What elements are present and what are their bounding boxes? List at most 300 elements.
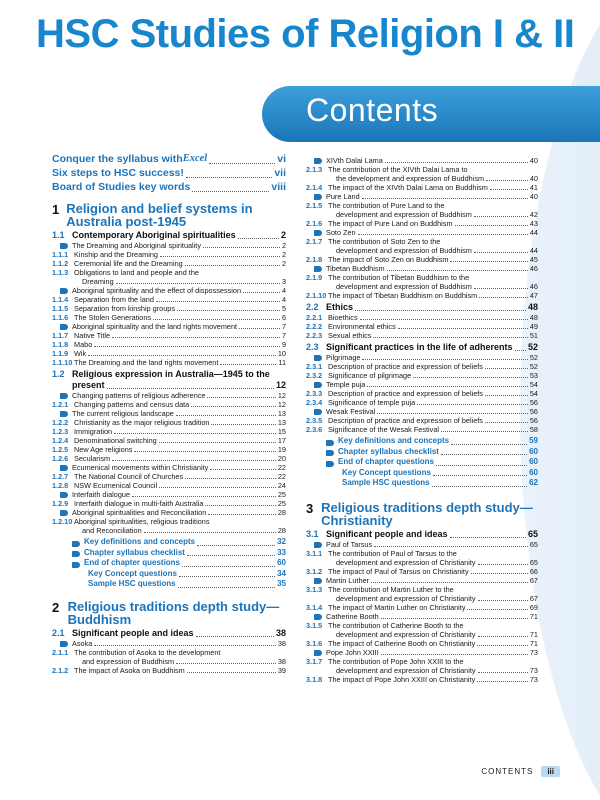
arrow-bullet-icon bbox=[314, 578, 322, 584]
entry-title: Description of practice and expression of beliefs bbox=[328, 362, 483, 371]
toc-subsection-entry[interactable] bbox=[52, 436, 286, 445]
arrow-bullet-icon bbox=[314, 382, 322, 388]
entry-title: Immigration bbox=[74, 427, 113, 436]
entry-title: The impact of Tibetan Buddhism on Buddhism bbox=[328, 291, 478, 300]
dot-leader bbox=[358, 234, 528, 235]
toc-entry-continuation bbox=[306, 174, 538, 183]
chapter-extra-link[interactable] bbox=[306, 457, 538, 468]
dot-leader bbox=[176, 415, 276, 416]
toc-subsection-entry[interactable] bbox=[52, 313, 286, 322]
dot-leader bbox=[205, 505, 275, 506]
entry-title: Aboriginal spiritualities, religious traditions bbox=[74, 517, 210, 526]
entry-title: Key definitions and concepts bbox=[84, 537, 196, 546]
dot-leader bbox=[478, 672, 528, 673]
dot-leader bbox=[413, 377, 528, 378]
toc-subsection-entry[interactable] bbox=[52, 499, 286, 508]
dot-leader bbox=[474, 216, 528, 217]
entry-title: Tibetan Buddhism bbox=[326, 264, 385, 273]
entry-title: Changing patterns and census data bbox=[74, 400, 190, 409]
entry-title: The Dreaming and Aboriginal spirituality bbox=[72, 241, 201, 250]
dot-leader bbox=[116, 283, 280, 284]
entry-page: 44 bbox=[529, 246, 538, 255]
arrow-bullet-icon bbox=[314, 266, 322, 272]
entry-page: 73 bbox=[529, 665, 538, 675]
toc-subsection-entry[interactable] bbox=[52, 481, 286, 490]
entry-title: The contribution of Pope John XXIII to the bbox=[328, 656, 464, 666]
subsection-number: 2.1.3 bbox=[306, 165, 323, 174]
entry-title: Key definitions and concepts bbox=[338, 436, 450, 445]
subsection-number: 1.1.4 bbox=[52, 295, 69, 304]
toc-subsection-entry[interactable] bbox=[306, 331, 538, 340]
entry-title: The contribution of Pure Land to the bbox=[328, 201, 445, 210]
entry-page: 53 bbox=[529, 371, 538, 380]
subsection-number: 1.2.4 bbox=[52, 436, 69, 445]
entry-page: 9 bbox=[281, 340, 286, 349]
dot-leader bbox=[474, 252, 528, 253]
chapter-extra-link[interactable] bbox=[306, 478, 538, 489]
entry-title: The impact of Soto Zen on Buddhism bbox=[328, 255, 449, 264]
entry-title: development and expression of Christianity bbox=[336, 665, 476, 675]
dot-leader bbox=[239, 328, 280, 329]
subsection-number: 1.1.8 bbox=[52, 340, 69, 349]
toc-entry-continuation bbox=[52, 657, 286, 666]
entry-title: Pope John XXIII bbox=[326, 647, 379, 657]
toc-subsection-entry[interactable] bbox=[52, 349, 286, 358]
entry-title: End of chapter questions bbox=[84, 558, 181, 567]
toc-left-column bbox=[52, 152, 286, 675]
dot-leader bbox=[467, 609, 527, 610]
book-title: HSC Studies of Religion I & II bbox=[36, 12, 575, 56]
entry-page: 19 bbox=[277, 445, 286, 454]
entry-page: 17 bbox=[277, 436, 286, 445]
chapter-2-question-links bbox=[306, 468, 538, 489]
toc-topic-entry[interactable] bbox=[306, 612, 538, 621]
dot-leader bbox=[209, 163, 275, 164]
arrow-bullet-icon bbox=[60, 641, 68, 647]
toc-entry-continuation bbox=[306, 594, 538, 603]
entry-title: The impact of Paul of Tarsus on Christianity bbox=[328, 566, 469, 576]
section-2-3-items bbox=[306, 353, 538, 434]
toc-subsection-entry[interactable] bbox=[52, 340, 286, 349]
arrow-bullet-icon bbox=[314, 158, 322, 164]
toc-subsection-entry[interactable] bbox=[306, 416, 538, 425]
entry-title: Soto Zen bbox=[326, 228, 356, 237]
toc-subsection-entry[interactable] bbox=[306, 371, 538, 380]
entry-title: Dreaming bbox=[82, 277, 114, 286]
dot-leader bbox=[432, 486, 528, 487]
toc-subsection-entry[interactable] bbox=[306, 567, 538, 576]
dot-leader bbox=[441, 431, 528, 432]
subsection-number: 3.1.5 bbox=[306, 620, 323, 630]
entry-title: The impact of the XIVth Dalai Lama on Buddhism bbox=[328, 183, 488, 192]
subsection-number: 3.1.4 bbox=[306, 602, 323, 612]
toc-topic-entry[interactable] bbox=[306, 192, 538, 201]
chapter-number: 2 bbox=[52, 599, 60, 615]
toc-subsection-entry[interactable] bbox=[306, 219, 538, 228]
dot-leader bbox=[179, 576, 275, 577]
toc-subsection-entry[interactable] bbox=[306, 291, 538, 300]
entry-title: The impact of Catherine Booth on Christianity bbox=[328, 638, 476, 648]
toc-subsection-entry[interactable] bbox=[306, 183, 538, 192]
entry-page: 71 bbox=[529, 611, 538, 621]
entry-title: Aboriginal spirituality and the effect of dispossession bbox=[72, 286, 242, 295]
entry-page: 38 bbox=[277, 638, 286, 648]
toc-subsection-entry[interactable] bbox=[306, 425, 538, 434]
entry-title: Bioethics bbox=[328, 313, 358, 322]
dot-leader bbox=[471, 573, 528, 574]
entry-page: 10 bbox=[277, 349, 286, 358]
dot-leader bbox=[381, 618, 528, 619]
toc-topic-entry[interactable] bbox=[306, 648, 538, 657]
toc-subsection-entry[interactable] bbox=[52, 304, 286, 313]
subsection-number: 3.1.8 bbox=[306, 674, 323, 684]
chapter-extra-link[interactable] bbox=[52, 569, 286, 580]
entry-title: The contribution of Catherine Booth to the bbox=[328, 620, 464, 630]
dot-leader bbox=[187, 672, 276, 673]
arrow-bullet-icon bbox=[60, 288, 68, 294]
subsection-number: 1.1.6 bbox=[52, 313, 69, 322]
entry-title: End of chapter questions bbox=[338, 457, 435, 466]
toc-subsection-entry[interactable] bbox=[52, 400, 286, 409]
arrow-bullet-icon bbox=[60, 465, 68, 471]
entry-page: 65 bbox=[529, 557, 538, 567]
dot-leader bbox=[207, 397, 275, 398]
toc-topic-entry[interactable] bbox=[306, 264, 538, 273]
arrow-bullet-icon bbox=[314, 650, 322, 656]
chapter-title: Religious traditions depth study— Christianity bbox=[321, 499, 533, 528]
entry-title: Secularism bbox=[74, 454, 111, 463]
chapter-1-extras bbox=[52, 537, 286, 569]
entry-page: 33 bbox=[277, 547, 286, 557]
toc-subsection-entry[interactable] bbox=[306, 657, 538, 666]
entry-page: 56 bbox=[529, 407, 538, 416]
toc-topic-entry[interactable] bbox=[306, 540, 538, 549]
toc-entry-continuation bbox=[306, 282, 538, 291]
dot-leader bbox=[387, 270, 528, 271]
toc-subsection-entry[interactable] bbox=[52, 250, 286, 259]
arrow-bullet-icon bbox=[60, 510, 68, 516]
dot-leader bbox=[478, 564, 528, 565]
chapter-1-heading bbox=[52, 202, 286, 228]
toc-subsection-entry[interactable] bbox=[306, 398, 538, 407]
section-3-1[interactable]: 3.1 Significant people and ideas 65 bbox=[306, 528, 538, 539]
chapter-extra-link[interactable] bbox=[306, 436, 538, 447]
toc-topic-entry[interactable] bbox=[52, 508, 286, 517]
entry-title: Aboriginal spirituality and the land rights movement bbox=[72, 322, 238, 331]
toc-subsection-entry[interactable] bbox=[52, 648, 286, 657]
chapter-extra-link[interactable] bbox=[52, 579, 286, 590]
entry-page: 66 bbox=[529, 566, 538, 576]
toc-subsection-entry[interactable] bbox=[306, 585, 538, 594]
toc-subsection-entry[interactable] bbox=[306, 362, 538, 371]
arrow-bullet-icon bbox=[72, 551, 80, 557]
entry-title: The impact of Martin Luther on Christianity bbox=[328, 602, 466, 612]
entry-title: Pilgrimage bbox=[326, 353, 361, 362]
section-1-2[interactable]: 1.2 Religious expression in Australia—1945 to the present 12 bbox=[52, 369, 286, 390]
toc-entry-continuation bbox=[306, 246, 538, 255]
toc-subsection-entry[interactable] bbox=[52, 427, 286, 436]
toc-topic-entry[interactable] bbox=[52, 241, 286, 250]
toc-subsection-entry[interactable] bbox=[306, 639, 538, 648]
entry-title: Martin Luther bbox=[326, 575, 369, 585]
subsection-number: 2.1.9 bbox=[306, 273, 323, 282]
entry-page: 7 bbox=[281, 322, 286, 331]
subsection-number: 2.1.7 bbox=[306, 237, 323, 246]
entry-title: Conquer the syllabus with bbox=[52, 153, 183, 165]
entry-title: The current religious landscape bbox=[72, 409, 174, 418]
subsection-number: 2.2.2 bbox=[306, 322, 323, 331]
dot-leader bbox=[134, 451, 275, 452]
page-footer bbox=[481, 766, 560, 777]
entry-page: 20 bbox=[277, 454, 286, 463]
entry-page: 73 bbox=[529, 647, 538, 657]
toc-subsection-entry[interactable] bbox=[306, 273, 538, 282]
entry-page: 12 bbox=[277, 400, 286, 409]
entry-title: Six steps to HSC success! bbox=[52, 167, 184, 179]
entry-page: 71 bbox=[529, 638, 538, 648]
toc-subsection-entry[interactable] bbox=[52, 472, 286, 481]
toc-subsection-entry[interactable] bbox=[52, 418, 286, 427]
chapter-extra-link[interactable] bbox=[52, 548, 286, 559]
entry-title: Aboriginal spiritualities and Reconciliation bbox=[72, 508, 207, 517]
toc-subsection-entry[interactable] bbox=[52, 517, 286, 526]
entry-page: 2 bbox=[281, 259, 286, 268]
dot-leader bbox=[433, 475, 527, 476]
toc-topic-entry[interactable] bbox=[52, 322, 286, 331]
dot-leader bbox=[477, 681, 528, 682]
section-2-2-items bbox=[306, 313, 538, 340]
chapter-extra-link[interactable] bbox=[52, 558, 286, 569]
toc-topic-entry[interactable] bbox=[306, 407, 538, 416]
toc-subsection-entry[interactable] bbox=[306, 165, 538, 174]
section-1-2-items bbox=[52, 391, 286, 535]
dot-leader bbox=[132, 496, 276, 497]
entry-page: 35 bbox=[277, 579, 286, 588]
toc-subsection-entry[interactable] bbox=[52, 358, 286, 367]
toc-subsection-entry[interactable] bbox=[306, 389, 538, 398]
dot-leader bbox=[479, 297, 528, 298]
entry-page: 54 bbox=[529, 389, 538, 398]
toc-subsection-entry[interactable] bbox=[306, 603, 538, 612]
entry-page: 43 bbox=[529, 219, 538, 228]
dot-leader bbox=[192, 191, 269, 192]
chapter-2-heading bbox=[52, 600, 286, 626]
entry-title: The National Council of Churches bbox=[74, 472, 184, 481]
entry-page: 56 bbox=[529, 398, 538, 407]
entry-title: Description of practice and expression of beliefs bbox=[328, 389, 483, 398]
entry-page: 60 bbox=[529, 467, 538, 477]
toc-subsection-entry[interactable] bbox=[306, 201, 538, 210]
entry-page: 45 bbox=[529, 255, 538, 264]
subsection-number: 3.1.7 bbox=[306, 656, 323, 666]
entry-page: 3 bbox=[281, 277, 286, 286]
toc-topic-entry[interactable] bbox=[52, 286, 286, 295]
entry-page: 28 bbox=[277, 526, 286, 535]
dot-leader bbox=[114, 433, 276, 434]
toc-entry-continuation bbox=[306, 558, 538, 567]
entry-page: 13 bbox=[277, 418, 286, 427]
entry-title: The impact of Asoka on Buddhism bbox=[74, 665, 185, 675]
entry-title: The Dreaming and the land rights movement bbox=[74, 358, 219, 367]
subsection-number: 1.2.7 bbox=[52, 472, 69, 481]
toc-topic-entry[interactable] bbox=[52, 490, 286, 499]
subsection-number: 2.2.3 bbox=[306, 331, 323, 340]
toc-topic-entry[interactable] bbox=[306, 156, 538, 165]
entry-page: viii bbox=[271, 181, 286, 193]
subsection-number: 2.1.6 bbox=[306, 219, 323, 228]
dot-leader bbox=[159, 442, 276, 443]
entry-title: The contribution of Asoka to the development bbox=[74, 647, 221, 657]
toc-subsection-entry[interactable] bbox=[52, 295, 286, 304]
entry-page: 46 bbox=[529, 282, 538, 291]
entry-page: 40 bbox=[529, 174, 538, 183]
arrow-bullet-icon bbox=[60, 324, 68, 330]
toc-topic-entry[interactable] bbox=[52, 409, 286, 418]
front-matter-entry[interactable] bbox=[52, 152, 286, 166]
dot-leader bbox=[211, 424, 275, 425]
toc-subsection-entry[interactable] bbox=[52, 331, 286, 340]
toc-topic-entry[interactable] bbox=[52, 639, 286, 648]
chapter-extra-link[interactable] bbox=[52, 537, 286, 548]
chapter-number: 1 bbox=[52, 202, 60, 217]
section-2-3[interactable]: 2.3 Significant practices in the life of adherents 52 bbox=[306, 342, 538, 352]
arrow-bullet-icon bbox=[60, 243, 68, 249]
entry-page: 48 bbox=[529, 313, 538, 322]
toc-subsection-entry[interactable] bbox=[306, 675, 538, 684]
dot-leader bbox=[486, 180, 528, 181]
contents-heading: Contents bbox=[306, 92, 439, 128]
chapter-extra-link[interactable] bbox=[306, 447, 538, 458]
chapter-title: Religious traditions depth study— Buddhism bbox=[67, 598, 280, 627]
dot-leader bbox=[203, 247, 280, 248]
subsection-number: 2.1.10 bbox=[306, 291, 327, 300]
entry-title: the development and expression of Buddhism bbox=[336, 174, 485, 183]
entry-title: Pure Land bbox=[326, 192, 360, 201]
entry-page: 47 bbox=[529, 291, 538, 300]
dot-leader bbox=[478, 636, 528, 637]
subsection-number: 2.1.5 bbox=[306, 201, 323, 210]
arrow-bullet-icon bbox=[314, 614, 322, 620]
toc-entry-continuation bbox=[306, 630, 538, 639]
entry-page: 39 bbox=[277, 665, 286, 675]
toc-subsection-entry[interactable] bbox=[52, 259, 286, 268]
toc-topic-entry[interactable] bbox=[52, 391, 286, 400]
subsection-number: 2.3.2 bbox=[306, 371, 323, 380]
section-2-2[interactable]: 2.2 Ethics 48 bbox=[306, 302, 538, 312]
entry-title: development and expression of Buddhism bbox=[336, 210, 472, 219]
entry-title: Significance of temple puja bbox=[328, 398, 416, 407]
subsection-number: 2.1.2 bbox=[52, 665, 69, 675]
footer-label: CONTENTS bbox=[481, 767, 534, 776]
toc-subsection-entry[interactable] bbox=[52, 445, 286, 454]
subsection-number: 1.2.2 bbox=[52, 418, 69, 427]
chapter-3-heading bbox=[306, 501, 538, 527]
entry-title: Key Concept questions bbox=[342, 467, 431, 477]
entry-page: 12 bbox=[277, 391, 286, 400]
toc-topic-entry[interactable] bbox=[306, 228, 538, 237]
entry-page: 2 bbox=[281, 241, 286, 250]
subsection-number: 3.1.3 bbox=[306, 584, 323, 594]
arrow-bullet-icon bbox=[314, 542, 322, 548]
entry-title: The contribution of the XIVth Dalai Lama to bbox=[328, 165, 468, 174]
contents-banner bbox=[262, 86, 600, 142]
dot-leader bbox=[160, 256, 280, 257]
chapter-extra-link[interactable] bbox=[306, 468, 538, 479]
subsection-number: 1.2.1 bbox=[52, 400, 69, 409]
dot-leader bbox=[112, 460, 276, 461]
section-2-1[interactable]: 2.1 Significant people and ideas 38 bbox=[52, 627, 286, 638]
toc-subsection-entry[interactable] bbox=[52, 454, 286, 463]
toc-subsection-entry[interactable] bbox=[306, 549, 538, 558]
dot-leader bbox=[159, 487, 276, 488]
toc-subsection-entry[interactable] bbox=[306, 313, 538, 322]
section-1-1-items bbox=[52, 241, 286, 367]
toc-entry-continuation bbox=[52, 526, 286, 535]
toc-subsection-entry[interactable] bbox=[52, 268, 286, 277]
arrow-bullet-icon bbox=[314, 409, 322, 415]
subsection-number: 2.3.1 bbox=[306, 362, 323, 371]
dot-leader bbox=[441, 454, 527, 455]
entry-title: Ceremonial life and the Dreaming bbox=[74, 259, 183, 268]
dot-leader bbox=[94, 346, 280, 347]
entry-title: Sample HSC questions bbox=[88, 579, 176, 588]
dot-leader bbox=[490, 189, 528, 190]
entry-page: 69 bbox=[529, 602, 538, 612]
subsection-number: 1.1.1 bbox=[52, 250, 69, 259]
toc-topic-entry[interactable] bbox=[306, 576, 538, 585]
dot-leader bbox=[185, 265, 280, 266]
dot-leader bbox=[186, 177, 272, 178]
arrow-bullet-icon bbox=[60, 411, 68, 417]
entry-title: Interfaith dialogue bbox=[72, 490, 131, 499]
section-3-1-items bbox=[306, 540, 538, 684]
toc-topic-entry[interactable] bbox=[52, 463, 286, 472]
toc-subsection-entry[interactable] bbox=[306, 255, 538, 264]
toc-subsection-entry[interactable] bbox=[306, 237, 538, 246]
subsection-number: 1.2.9 bbox=[52, 499, 69, 508]
toc-topic-entry[interactable] bbox=[306, 380, 538, 389]
front-matter-entry[interactable] bbox=[52, 180, 286, 194]
entry-page: 2 bbox=[281, 250, 286, 259]
front-matter-entry[interactable] bbox=[52, 166, 286, 180]
toc-subsection-entry[interactable] bbox=[306, 322, 538, 331]
entry-title: Wesak Festival bbox=[326, 407, 376, 416]
subsection-number: 1.2.8 bbox=[52, 481, 69, 490]
entry-page: 51 bbox=[529, 331, 538, 340]
subsection-number: 1.1.5 bbox=[52, 304, 69, 313]
entry-title: Kinship and the Dreaming bbox=[74, 250, 158, 259]
entry-page: 56 bbox=[529, 416, 538, 425]
toc-subsection-entry[interactable] bbox=[306, 621, 538, 630]
entry-title: The contribution of Tibetan Buddhism to the bbox=[328, 273, 470, 282]
dot-leader bbox=[187, 555, 275, 556]
dot-leader bbox=[436, 465, 527, 466]
dot-leader bbox=[381, 654, 528, 655]
entry-title: Mabo bbox=[74, 340, 93, 349]
chapter-2-extras bbox=[306, 436, 538, 468]
toc-topic-entry[interactable] bbox=[306, 353, 538, 362]
arrow-bullet-icon bbox=[326, 461, 334, 467]
arrow-bullet-icon bbox=[314, 230, 322, 236]
dot-leader bbox=[112, 337, 280, 338]
section-2-1-continued-items bbox=[306, 156, 538, 300]
dot-leader bbox=[156, 301, 280, 302]
section-1-1[interactable]: 1.1 Contemporary Aboriginal spiritualities 2 bbox=[52, 230, 286, 240]
entry-page: 60 bbox=[529, 446, 538, 456]
toc-subsection-entry[interactable] bbox=[52, 666, 286, 675]
subsection-number: 2.2.1 bbox=[306, 313, 323, 322]
arrow-bullet-icon bbox=[314, 194, 322, 200]
